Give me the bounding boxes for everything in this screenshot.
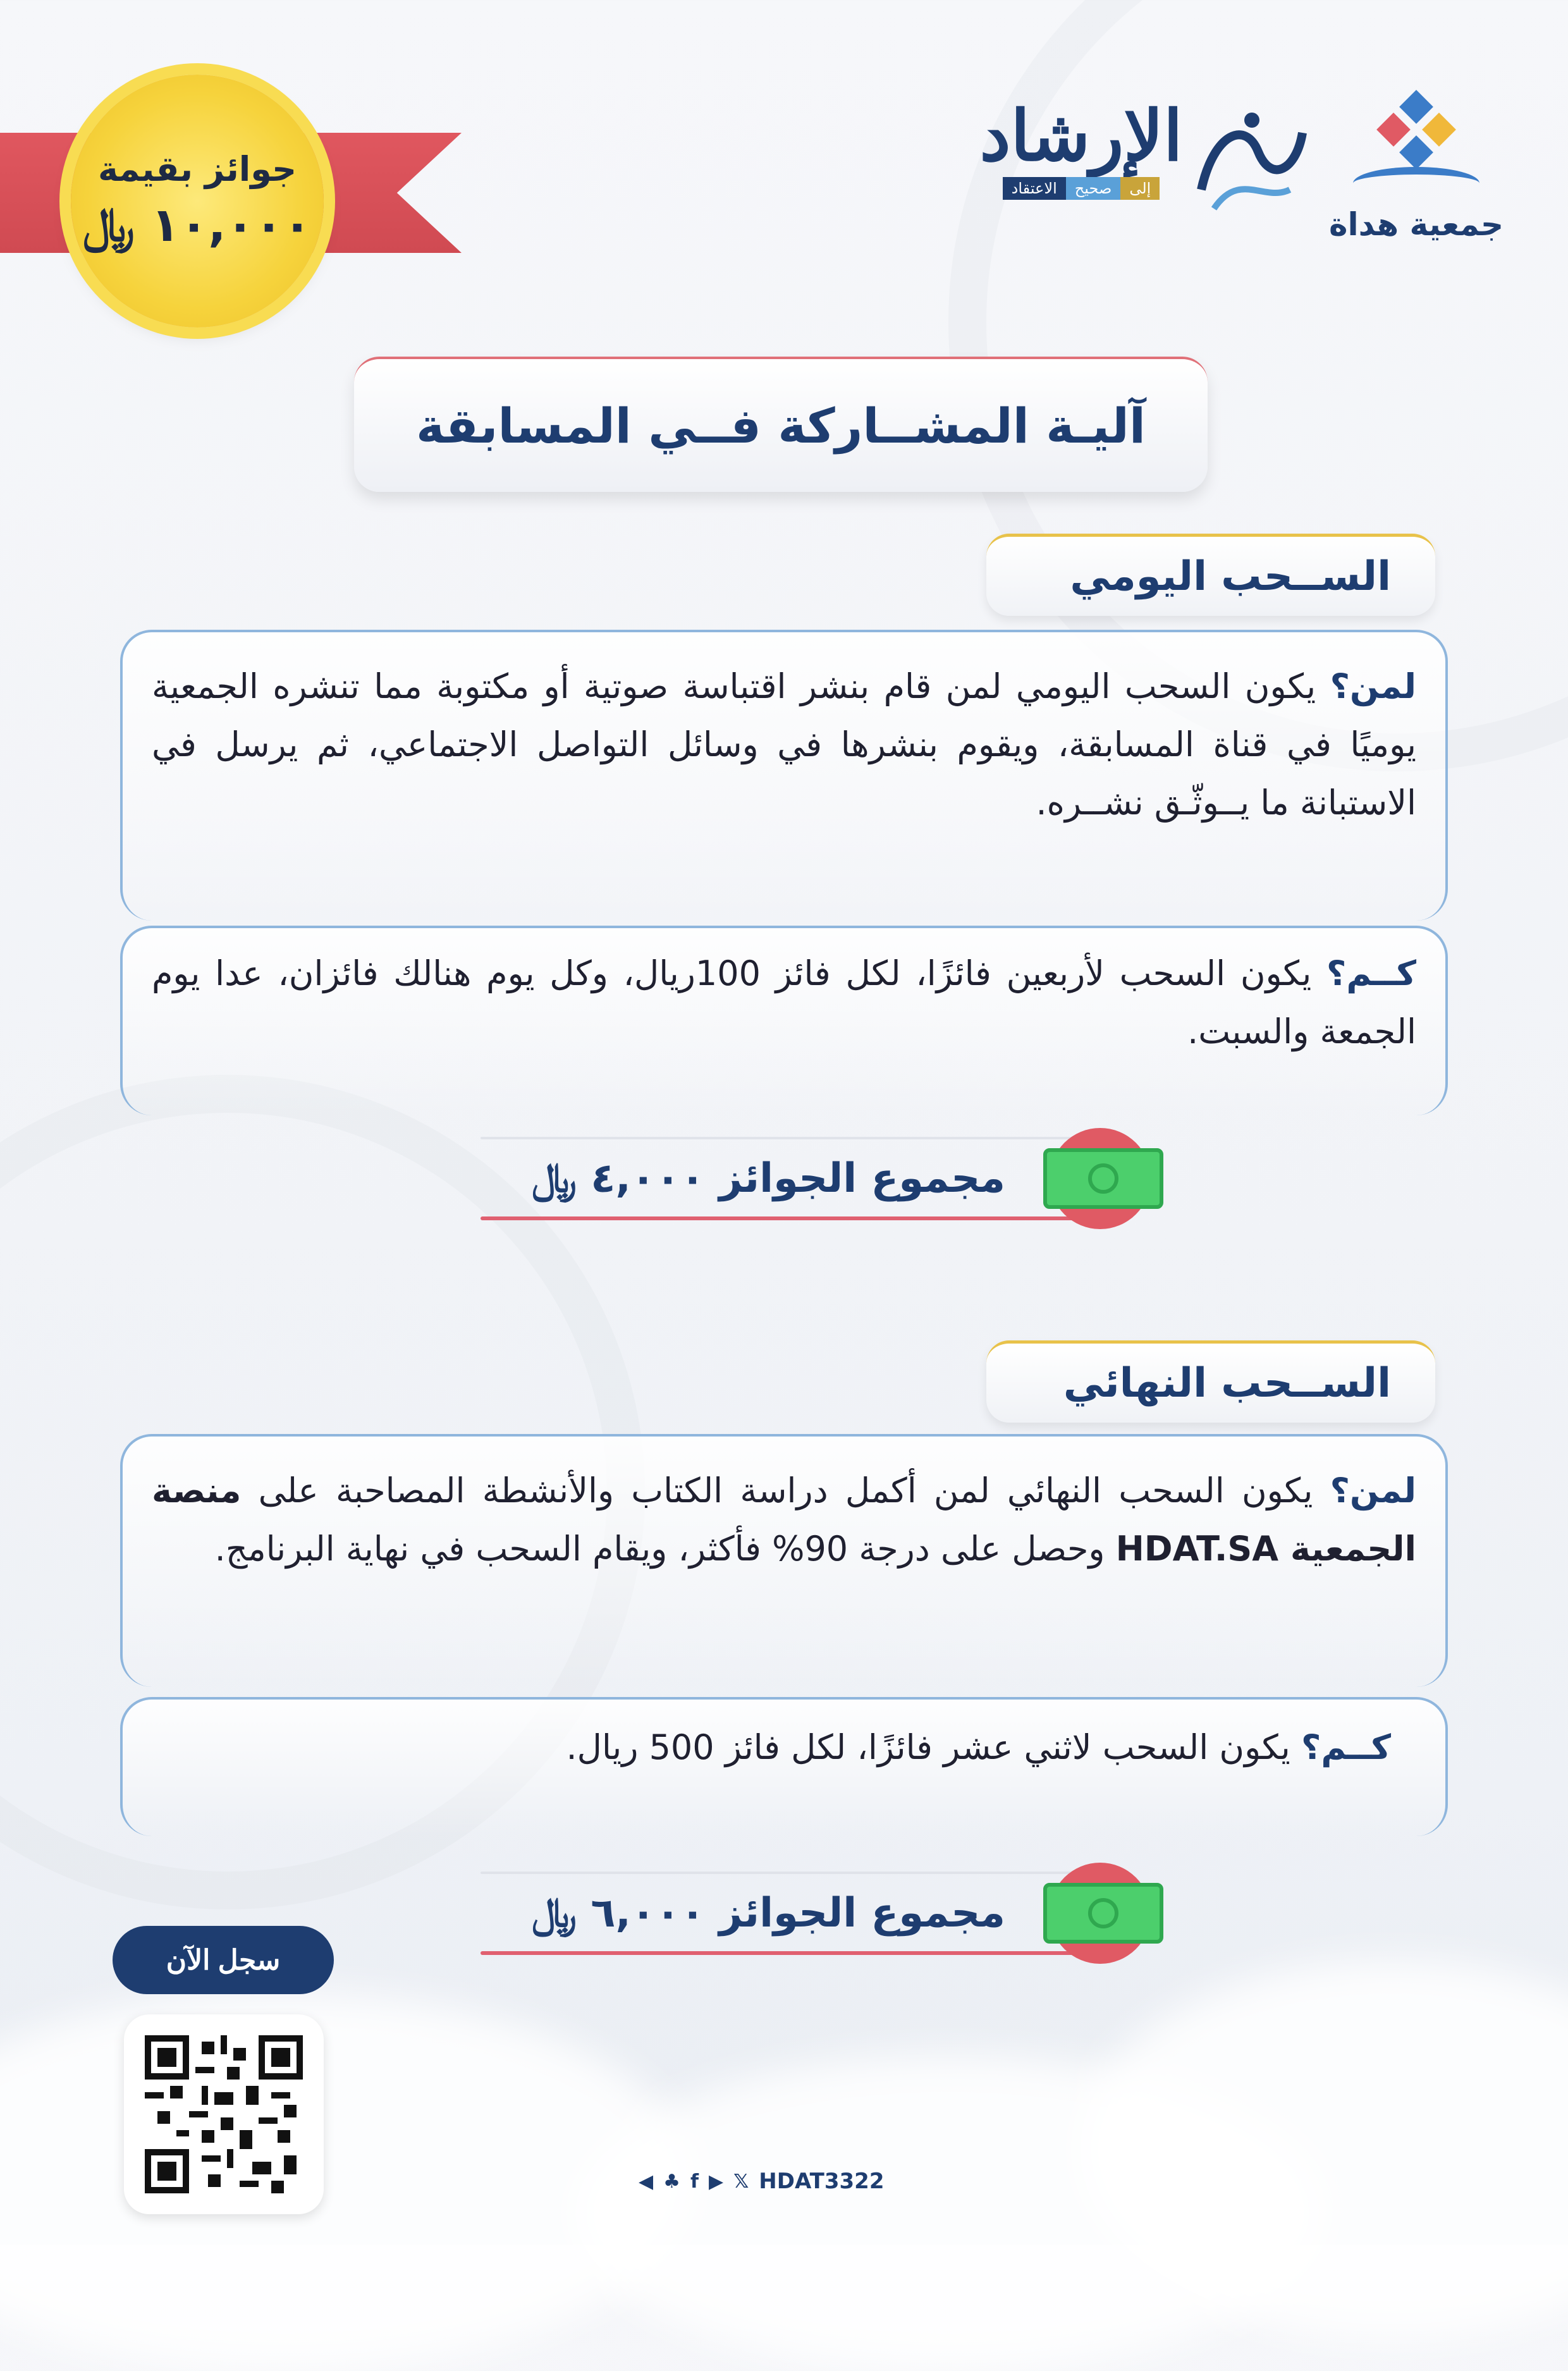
telegram-icon[interactable]: ◀ — [639, 2170, 654, 2193]
page-title: آليـة المشــاركة فــي المسابقة — [416, 397, 1146, 454]
badge-label: جوائز بقيمة — [97, 149, 297, 189]
who-answer-part1: يكون السحب النهائي لمن أكمل دراسة الكتاب والأنشطة المصاحبة على — [241, 1471, 1330, 1510]
hudat-mark-icon — [1369, 95, 1464, 171]
final-total — [481, 1863, 1163, 1964]
daily-how-text — [152, 945, 1416, 1061]
irshad-sub-word: صحيح — [1066, 177, 1121, 200]
x-icon[interactable]: 𝕏 — [733, 2170, 749, 2193]
daily-who-text — [152, 658, 1416, 832]
final-how-text — [152, 1719, 1416, 1777]
platform-highlight: منصة الجمعية HDAT.SA — [152, 1471, 1416, 1569]
money-icon — [1031, 1128, 1163, 1229]
final-total-text: مجموع الجوائز ٦,٠٠٠ ﷼ — [532, 1890, 1005, 1937]
irshad-logo — [979, 95, 1183, 200]
final-how-card — [120, 1697, 1448, 1836]
qr-code[interactable] — [124, 2014, 324, 2214]
daily-draw-title: الســحب اليومي — [1070, 553, 1391, 600]
who-answer-part2: وحصل على درجة 90% فأكثر، ويقام السحب في نهاية البرنامج. — [214, 1529, 1116, 1569]
irshad-subtitle-bar — [1003, 177, 1160, 200]
daily-how-card — [120, 926, 1448, 1115]
youtube-icon[interactable]: ▶ — [709, 2170, 724, 2193]
facebook-icon[interactable]: f — [690, 2170, 699, 2193]
how-question: كــم؟ — [1326, 953, 1416, 993]
final-draw-header — [986, 1340, 1435, 1423]
qr-code-icon — [145, 2035, 303, 2193]
social-bar — [639, 2169, 884, 2194]
how-question: كــم؟ — [1301, 1727, 1391, 1767]
how-answer: يكون السحب لاثني عشر فائزًا، لكل فائز 500 ريال. — [566, 1727, 1301, 1767]
register-label: سجل الآن — [166, 1944, 281, 1976]
final-who-card — [120, 1434, 1448, 1687]
who-question: لمن؟ — [1330, 666, 1416, 706]
page-title-container — [354, 357, 1208, 492]
final-who-text — [152, 1462, 1416, 1578]
divider — [481, 1872, 1125, 1874]
hudat-logo-text: جمعية هداة — [1328, 206, 1504, 243]
divider — [481, 1216, 1125, 1220]
calligraphy-icon — [1189, 95, 1315, 228]
irshad-logo-text: الإرشاد — [979, 95, 1183, 176]
social-handle: HDAT3322 — [759, 2169, 885, 2194]
badge-amount: ١٠,٠٠٠ ﷼ — [83, 198, 312, 252]
who-question: لمن؟ — [1330, 1471, 1416, 1510]
how-answer: يكون السحب لأربعين فائزًا، لكل فائز 100ريال، وكل يوم هنالك فائزان، عدا يوم الجمعة والسبت. — [152, 953, 1416, 1051]
divider — [481, 1951, 1125, 1955]
snapchat-icon[interactable]: ♣ — [663, 2170, 680, 2193]
daily-total-text: مجموع الجوائز ٤,٠٠٠ ﷼ — [532, 1155, 1005, 1202]
daily-total — [481, 1128, 1163, 1229]
book-icon — [1353, 167, 1479, 200]
money-icon — [1031, 1863, 1163, 1964]
daily-draw-header — [986, 534, 1435, 616]
irshad-sub-word: إلى — [1120, 177, 1160, 200]
prize-badge — [71, 75, 324, 328]
irshad-sub-word: الاعتقاد — [1003, 177, 1066, 200]
daily-who-card — [120, 630, 1448, 921]
register-now-button[interactable] — [113, 1926, 334, 1994]
calligraphy-logo — [1189, 95, 1315, 228]
divider — [481, 1137, 1125, 1139]
who-answer: يكون السحب اليومي لمن قام بنشر اقتباسة صوتية أو مكتوبة مما تنشره الجمعية يوميًا في قناة المسابقة، ويقوم بنشرها في وسائل التواصل الاجتماعي، ثم يرسل في الاستبانة ما يــوثّـق نشــره. — [152, 666, 1416, 823]
hudat-logo — [1328, 95, 1505, 243]
final-draw-title: الســحب النهائي — [1063, 1359, 1391, 1407]
